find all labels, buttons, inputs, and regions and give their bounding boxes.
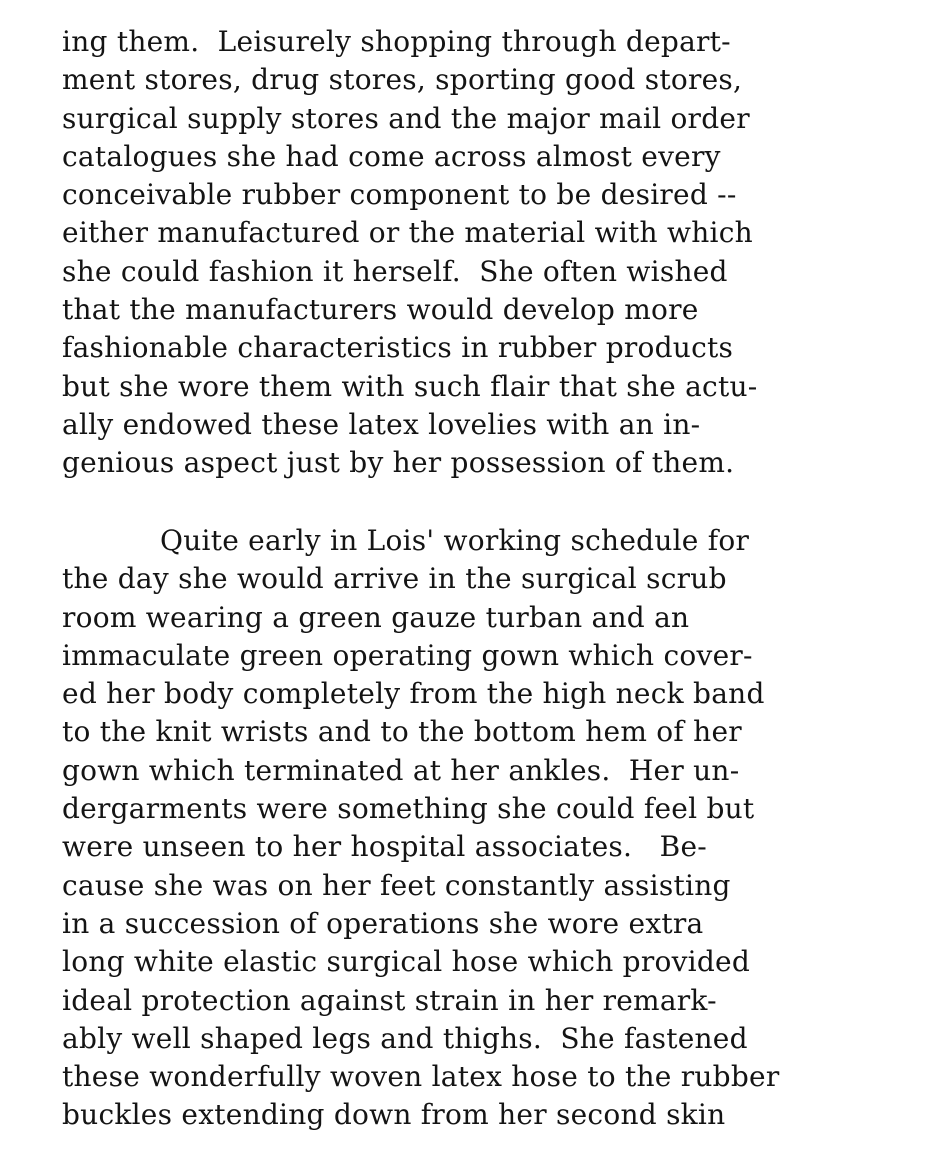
text-line: ing them. Leisurely shopping through depart-: [62, 25, 731, 58]
text-line: either manufactured or the material with which: [62, 216, 753, 250]
text-line: buckles extending down from her second skin: [62, 1098, 726, 1132]
text-line: that the manufacturers would develop more: [62, 293, 699, 327]
text-line: ally endowed these latex lovelies with an in-: [62, 407, 701, 441]
text-line: room wearing a green gauze turban and an: [62, 600, 690, 634]
text-line: cause she was on her feet constantly assisting: [62, 868, 731, 902]
text-line: dergarments were something she could feel but: [62, 792, 755, 826]
text-line: fashionable characteristics in rubber products: [62, 331, 734, 365]
text-line: were unseen to her hospital associates. Be-: [62, 830, 708, 864]
text-line: immaculate green operating gown which cover-: [62, 638, 753, 672]
text-line: she could fashion it herself. She often wished: [62, 254, 728, 288]
text-line: to the knit wrists and to the bottom hem of her: [62, 715, 742, 749]
text-line: but she wore them with such flair that she actu-: [62, 369, 758, 403]
text-line: surgical supply stores and the major mail order: [62, 101, 750, 135]
text-line: these wonderfully woven latex hose to the rubber: [62, 1060, 780, 1094]
text-line: the day she would arrive in the surgical scrub: [62, 562, 727, 596]
text-line: gown which terminated at her ankles. Her un-: [62, 753, 740, 787]
text-line: ed her body completely from the high neck band: [62, 677, 765, 711]
text-line: ably well shaped legs and thighs. She fastened: [62, 1021, 748, 1055]
text-line: conceivable rubber component to be desired --: [62, 178, 737, 212]
text-line: in a succession of operations she wore extra: [62, 906, 704, 940]
text-line: catalogues she had come across almost every: [62, 139, 721, 173]
text-line: genious aspect just by her possession of them.: [62, 446, 735, 480]
paragraph-2: [62, 522, 779, 1135]
text-line: ment stores, drug stores, sporting good stores,: [62, 63, 743, 97]
text-line: ideal protection against strain in her remark-: [62, 983, 717, 1017]
text-line-indented: Quite early in Lois' working schedule for: [160, 524, 750, 557]
paragraph-1: [62, 23, 757, 483]
text-line: long white elastic surgical hose which provided: [62, 945, 751, 979]
